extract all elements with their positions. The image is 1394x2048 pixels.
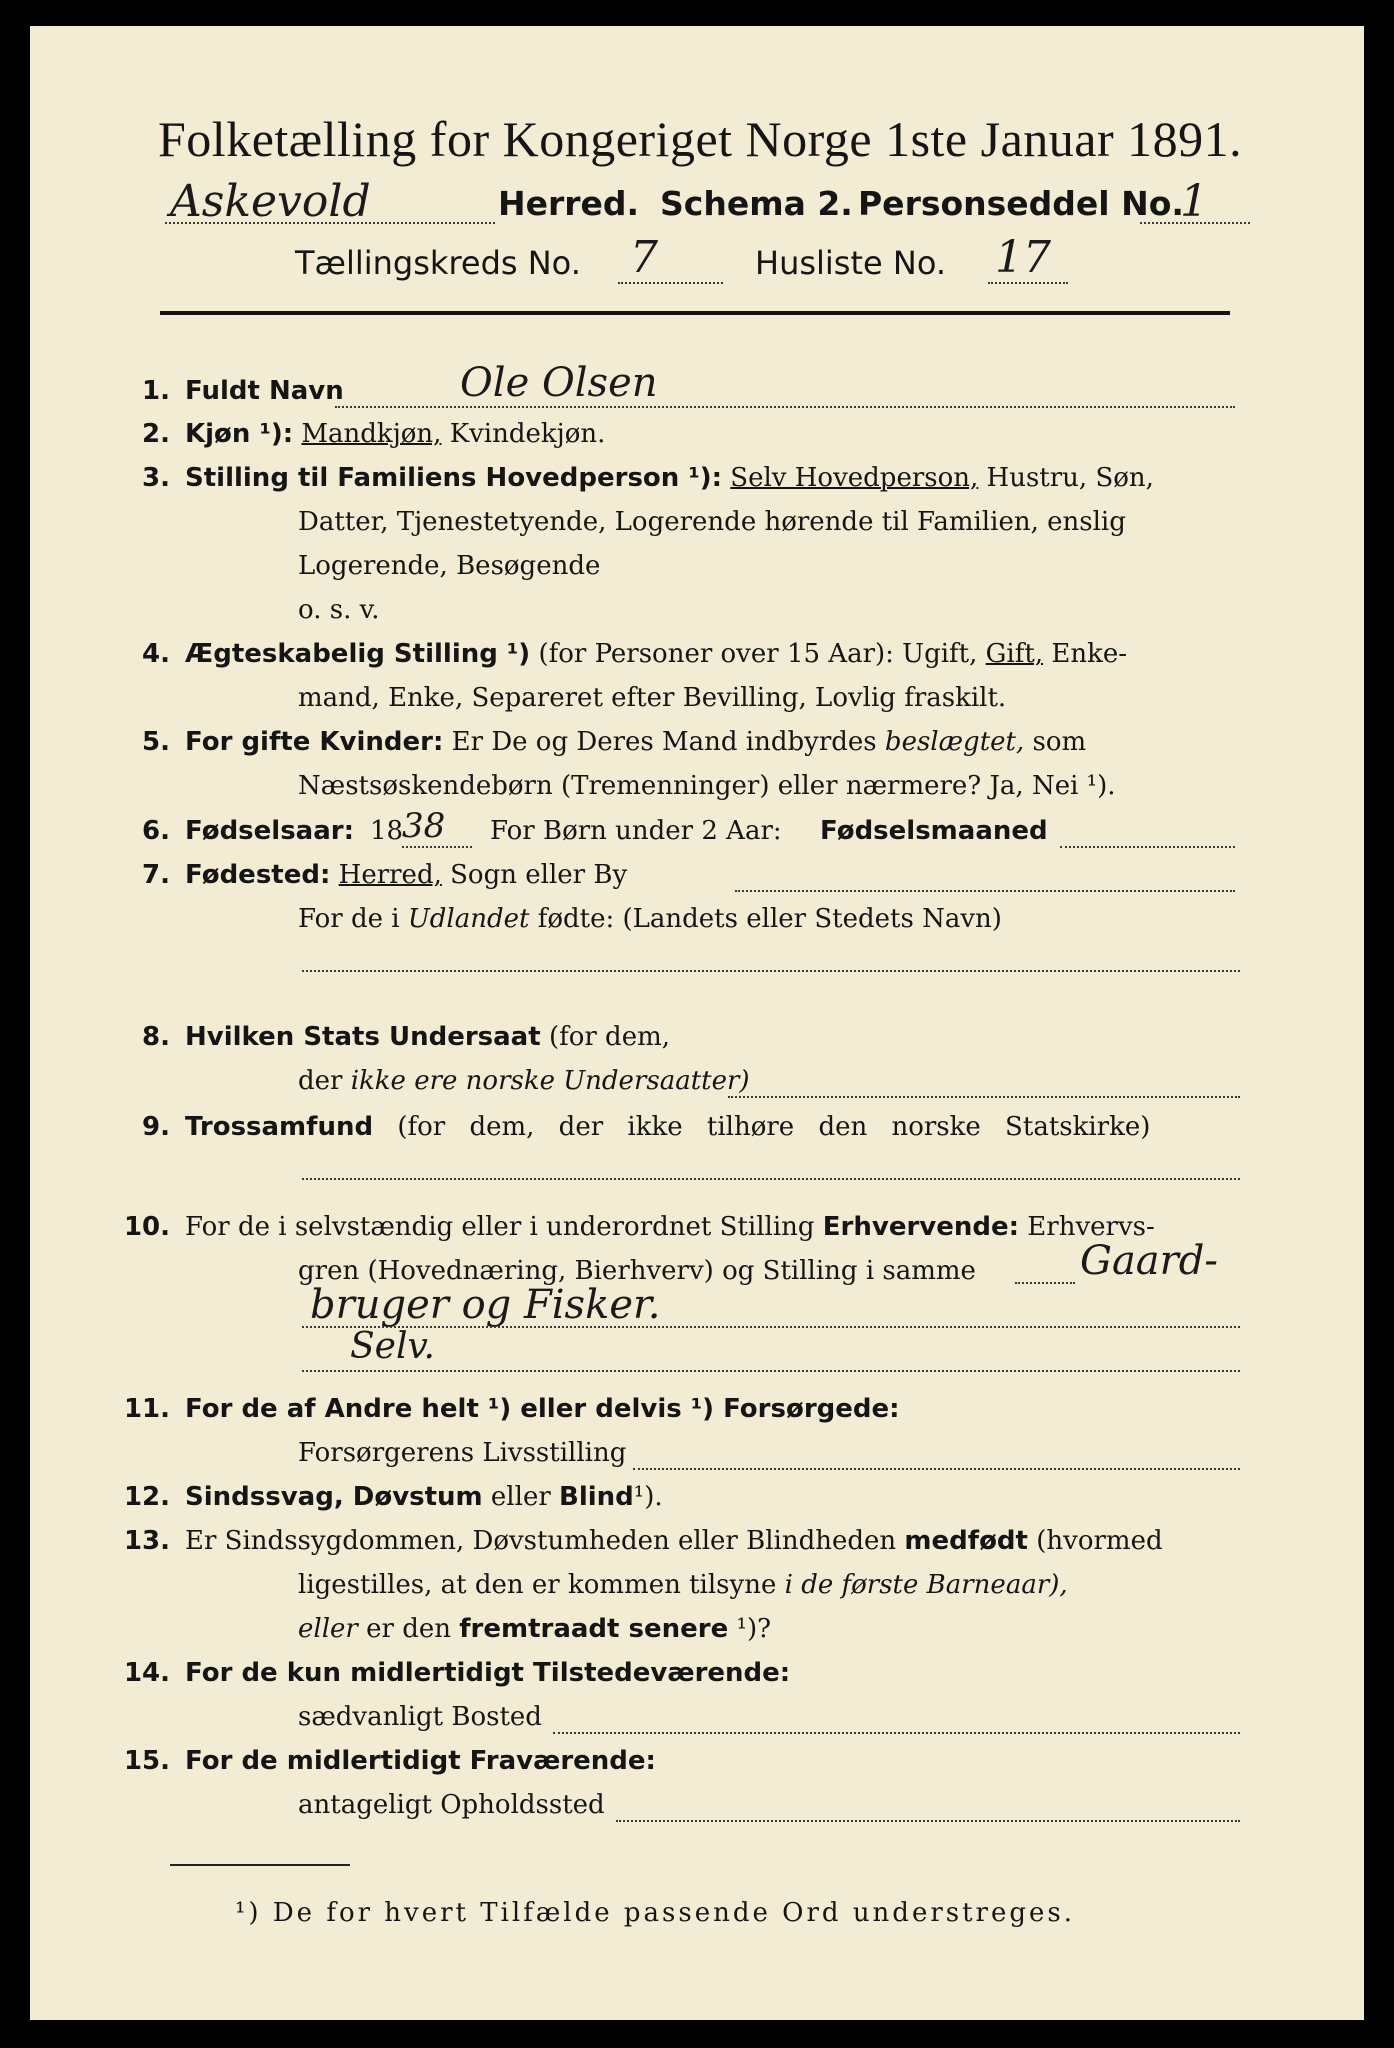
herred-label: Herred. <box>498 184 640 223</box>
dotted-line <box>616 1820 1240 1822</box>
occupation-handwriting-1: Gaard- <box>1080 1238 1218 1284</box>
item-number: 3. <box>142 463 170 493</box>
dotted-line <box>633 1468 1240 1470</box>
item-10-dotted-line-1 <box>302 1326 1240 1328</box>
item-number: 10. <box>123 1212 170 1242</box>
item-label: medfødt <box>904 1526 1028 1556</box>
text: der <box>298 1066 343 1096</box>
item-number: 1. <box>142 376 170 406</box>
item-13-line-2 <box>298 1570 1068 1600</box>
item-number: 8. <box>142 1022 170 1052</box>
item-3-line-2: Datter, Tjenestetyende, Logerende hørende til Familien, enslig <box>298 507 1126 537</box>
form-title: Folketælling for Kongeriget Norge 1ste Januar 1891. <box>158 111 1243 167</box>
item-number: 6. <box>142 816 170 846</box>
item-10-dotted-line-2 <box>302 1370 1240 1372</box>
item-9-dotted-line <box>302 1178 1240 1180</box>
text-italic: ikke ere norske Undersaatter) <box>350 1066 750 1096</box>
item-label: Ægteskabelig Stilling ¹) <box>185 639 531 669</box>
item-label: For de af Andre helt ¹) eller delvis ¹) Forsørgede: <box>185 1394 900 1424</box>
item-label: Trossamfund <box>185 1112 374 1142</box>
option-selected: Mandkjøn, <box>301 419 442 449</box>
text-italic: eller <box>298 1614 358 1644</box>
birth-year-value: 38 <box>402 806 446 846</box>
question-text: For de i selvstændig eller i underordnet Stilling <box>185 1212 815 1242</box>
text-italic: Udlandet <box>407 904 530 934</box>
personseddel-value: 1 <box>1180 176 1208 227</box>
item-number: 7. <box>142 860 170 890</box>
full-name-value: Ole Olsen <box>460 360 658 406</box>
item-label: Hvilken Stats Undersaat <box>185 1022 541 1052</box>
item-number: 2. <box>142 419 170 449</box>
kreds-dotted-line <box>618 282 723 284</box>
husliste-value: 17 <box>995 232 1051 283</box>
text: antageligt Opholdssted <box>298 1790 605 1820</box>
item-label: Fødselsaar: <box>185 816 354 846</box>
item-number: 14. <box>123 1658 170 1688</box>
item-10-line-2: gren (Hovednæring, Bierhverv) og Stilling i samme <box>298 1256 976 1286</box>
dotted-line <box>728 1096 1240 1098</box>
item-number: 15. <box>123 1746 170 1776</box>
herred-value: Askevold <box>170 176 371 227</box>
item-number: 12. <box>123 1482 170 1512</box>
header-rule <box>160 311 1230 315</box>
kreds-label: Tællingskreds No. <box>295 244 581 282</box>
item-3-line-3: Logerende, Besøgende <box>298 551 601 581</box>
item-label: Sindssvag, Døvstum <box>185 1482 483 1512</box>
item-label: Fødested: <box>185 860 331 890</box>
dotted-line <box>1015 1282 1075 1284</box>
item-label: fremtraadt senere <box>459 1614 729 1644</box>
dotted-line <box>402 846 472 848</box>
item-number: 4. <box>142 639 170 669</box>
item-14-line-2 <box>298 1702 1240 1732</box>
item-number: 13. <box>123 1526 170 1556</box>
options-text: Enke- <box>1051 639 1127 669</box>
item-15-line-2 <box>298 1790 1240 1820</box>
item-label: Fuldt Navn <box>185 376 344 406</box>
text: ¹)? <box>736 1614 772 1644</box>
occupation-handwriting-3: Selv. <box>350 1326 435 1367</box>
question-text: (for dem, <box>548 1022 670 1052</box>
item-7-dotted-line <box>302 970 1240 972</box>
item-5-line-2: Næstsøskendebørn (Tremenninger) eller nærmere? Ja, Nei ¹). <box>298 771 1116 801</box>
husliste-dotted-line <box>988 282 1068 284</box>
text: For de i <box>298 904 400 934</box>
year-prefix: 18 <box>370 816 404 846</box>
text: er den <box>366 1614 451 1644</box>
item-7-line-2 <box>298 904 1002 934</box>
text: fødte: (Landets eller Stedets Navn) <box>537 904 1002 934</box>
text: ligestilles, at den er kommen tilsyne <box>298 1570 777 1600</box>
dotted-line <box>553 1732 1240 1734</box>
text: Forsørgerens Livsstilling <box>298 1438 627 1468</box>
schema-label: Schema 2. <box>660 184 853 223</box>
item-3-line-4: o. s. v. <box>298 595 380 625</box>
option-selected: Herred, <box>338 860 442 890</box>
options-text: Sogn eller By <box>450 860 628 890</box>
item-number: 5. <box>142 727 170 757</box>
question-text: (for dem, der ikke tilhøre den norske Statskirke) <box>397 1112 1151 1142</box>
question-italic: beslægtet, <box>884 727 1025 757</box>
item-8-line-2 <box>298 1066 1240 1096</box>
item-number: 9. <box>142 1112 170 1142</box>
footnote-rule <box>170 1864 350 1866</box>
dotted-line <box>735 890 1235 892</box>
herred-dotted-line <box>165 222 495 224</box>
option-selected: Selv Hovedperson, <box>730 463 979 493</box>
question-text: ¹). <box>633 1482 663 1512</box>
dotted-line <box>1060 846 1235 848</box>
question-text: Er De og Deres Mand indbyrdes <box>451 727 877 757</box>
occupation-handwriting-2: bruger og Fisker. <box>310 1282 661 1328</box>
question-text: (hvormed <box>1036 1526 1163 1556</box>
question-text: Erhvervs- <box>1027 1212 1155 1242</box>
options-text: Hustru, Søn, <box>986 463 1154 493</box>
option-selected: Gift, <box>985 639 1044 669</box>
husliste-label: Husliste No. <box>755 244 946 282</box>
question-text: som <box>1032 727 1087 757</box>
item-label: For de midlertidigt Fraværende: <box>185 1746 656 1776</box>
text-italic: i de første Barneaar), <box>784 1570 1068 1600</box>
question-text: For Børn under 2 Aar: <box>490 816 782 846</box>
personseddel-label: Personseddel No. <box>858 184 1184 223</box>
item-13-line-3 <box>298 1614 771 1644</box>
text: sædvanligt Bosted <box>298 1702 542 1732</box>
item-label: For de kun midlertidigt Tilstedeværende: <box>185 1658 791 1688</box>
item-11-line-2 <box>298 1438 1240 1468</box>
kreds-value: 7 <box>630 232 658 283</box>
question-text: eller <box>490 1482 551 1512</box>
option: Kvindekjøn. <box>449 419 606 449</box>
item-label: Stilling til Familiens Hovedperson ¹): <box>185 463 723 493</box>
item-label: For gifte Kvinder: <box>185 727 444 757</box>
item-4-line-2: mand, Enke, Separeret efter Bevilling, Lovlig fraskilt. <box>298 683 1007 713</box>
personseddel-dotted-line <box>1140 222 1250 224</box>
item-label: Fødselsmaaned <box>820 816 1048 846</box>
dotted-line <box>335 406 1235 408</box>
options-text: (for Personer over 15 Aar): Ugift, <box>538 639 978 669</box>
question-text: Er Sindssygdommen, Døvstumheden eller Blindheden <box>185 1526 897 1556</box>
item-label: Erhvervende: <box>822 1212 1020 1242</box>
item-label: Blind <box>559 1482 634 1512</box>
item-number: 11. <box>123 1394 170 1424</box>
item-label: Kjøn ¹): <box>185 419 294 449</box>
census-form <box>30 26 1364 2020</box>
footnote: ¹) De for hvert Tilfælde passende Ord understreges. <box>235 1898 1076 1928</box>
